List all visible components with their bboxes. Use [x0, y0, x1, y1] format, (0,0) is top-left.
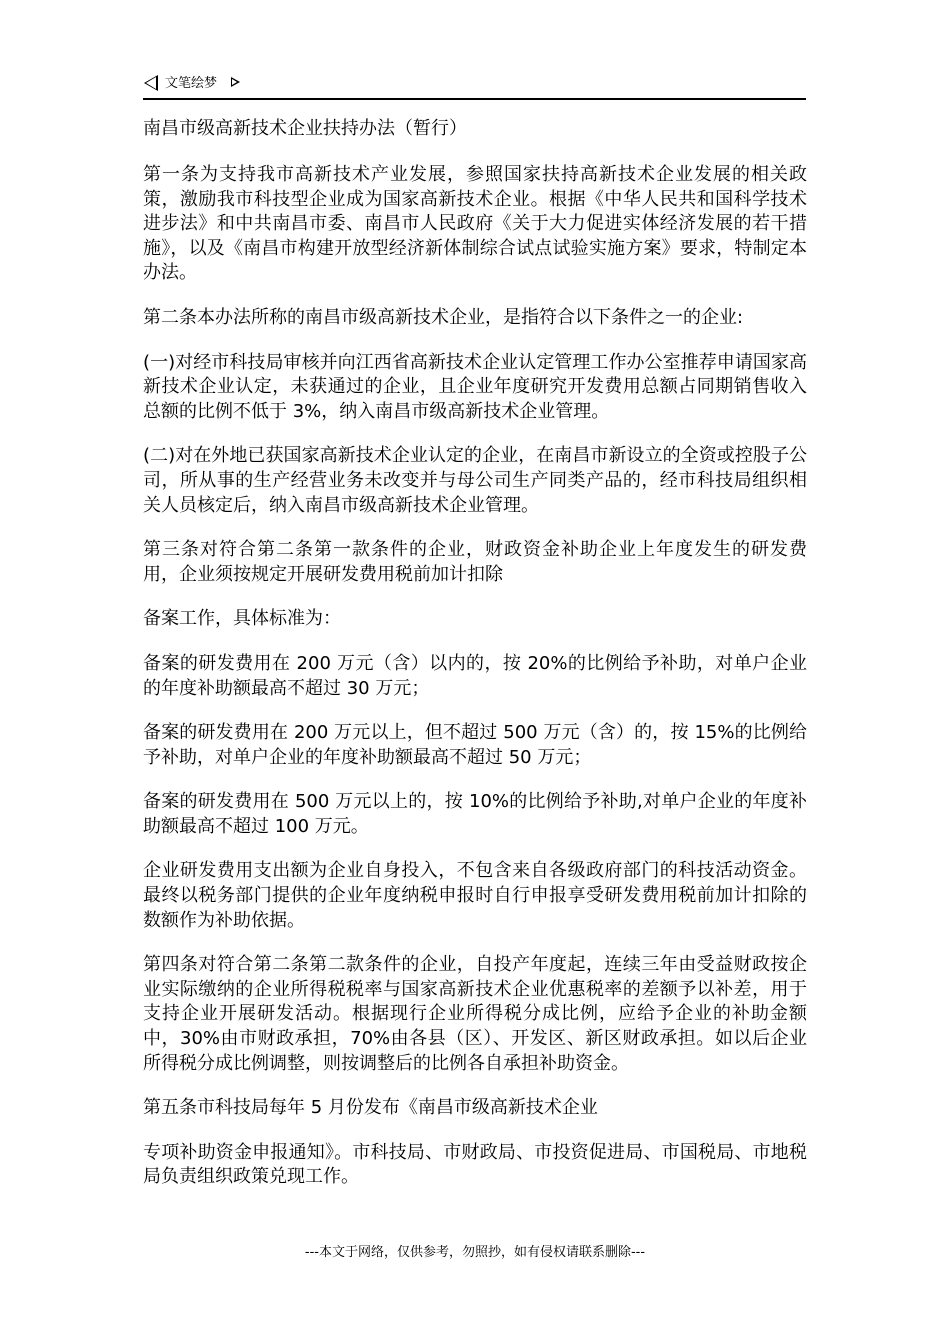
paragraph-standard-tier-1: 备案的研发费用在 200 万元（含）以内的，按 20%的比例给予补助，对单户企业的年度补助额最高不超过 30 万元； [143, 652, 807, 699]
header-title: 文笔绘梦 [165, 76, 218, 91]
paragraph-article-4: 第四条对符合第二条第二款条件的企业，自投产年度起，连续三年由受益财政按企业实际缴纳的企业所得税税率与国家高新技术企业优惠税率的差额予以补差，用于支持企业开展研发活动。根据现行企业所得税分成比例，应给予企业的补助金额中，30%由市财政承担，70%由各县（区）、开发区、新区财政承担。如以后企业所得税分成比例调整，则按调整后的比例各自承担补助资金。 [143, 954, 807, 1074]
page-header [143, 72, 806, 100]
paragraph-condition-2: (二)对在外地已获国家高新技术企业认定的企业，在南昌市新设立的全资或控股子公司，所从事的生产经营业务未改变并与母公司生产同类产品的，经市科技局组织相关人员核定后，纳入南昌市级高新技术企业管理。 [143, 445, 807, 516]
paragraph-condition-1: (一)对经市科技局审核并向江西省高新技术企业认定管理工作办公室推荐申请国家高新技术企业认定，未获通过的企业，且企业年度研究开发费用总额占同期销售收入总额的比例不低于 3%，纳入南昌市级高新技术企业管理。 [143, 351, 807, 422]
right-triangle-icon [231, 77, 240, 87]
document-body [143, 117, 807, 1210]
paragraph-standard-tier-2: 备案的研发费用在 200 万元以上，但不超过 500 万元（含）的，按 15%的比例给予补助，对单户企业的年度补助额最高不超过 50 万元； [143, 722, 807, 768]
document-title: 南昌市级高新技术企业扶持办法（暂行） [143, 118, 467, 139]
paragraph-expense-definition: 企业研发费用支出额为企业自身投入，不包含来自各级政府部门的科技活动资金。最终以税务部门提供的企业年度纳税申报时自行申报享受研发费用税前加计扣除的数额作为补助依据。 [143, 860, 807, 931]
paragraph-article-3: 第三条对符合第二条第一款条件的企业，财政资金补助企业上年度发生的研发费用，企业须按规定开展研发费用税前加计扣除 [143, 539, 807, 585]
page-footer-disclaimer: ---本文于网络，仅供参考，勿照抄，如有侵权请联系删除--- [304, 1245, 646, 1260]
paragraph-article-2: 第二条本办法所称的南昌市级高新技术企业，是指符合以下条件之一的企业: [143, 306, 744, 328]
paragraph-standard-tier-3: 备案的研发费用在 500 万元以上的，按 10%的比例给予补助,对单户企业的年度补助额最高不超过 100 万元。 [143, 791, 807, 837]
paragraph-article-1: 第一条为支持我市高新技术产业发展，参照国家扶持高新技术企业发展的相关政策，激励我市科技型企业成为国家高新技术企业。根据《中华人民共和国科学技术进步法》和中共南昌市委、南昌市人民政府《关于大力促进实体经济发展的若干措施》，以及《南昌市构建开放型经济新体制综合试点试验实施方案》要求，特制定本办法。 [143, 164, 807, 284]
paragraph-standard-intro: 备案工作，具体标准为： [143, 608, 341, 630]
left-triangle-icon [144, 75, 158, 91]
paragraph-article-5: 第五条市科技局每年 5 月份发布《南昌市级高新技术企业 [143, 1097, 598, 1119]
paragraph-article-5-cont: 专项补助资金申报通知》。市科技局、市财政局、市投资促进局、市国税局、市地税局负责组织政策兑现工作。 [143, 1141, 807, 1188]
